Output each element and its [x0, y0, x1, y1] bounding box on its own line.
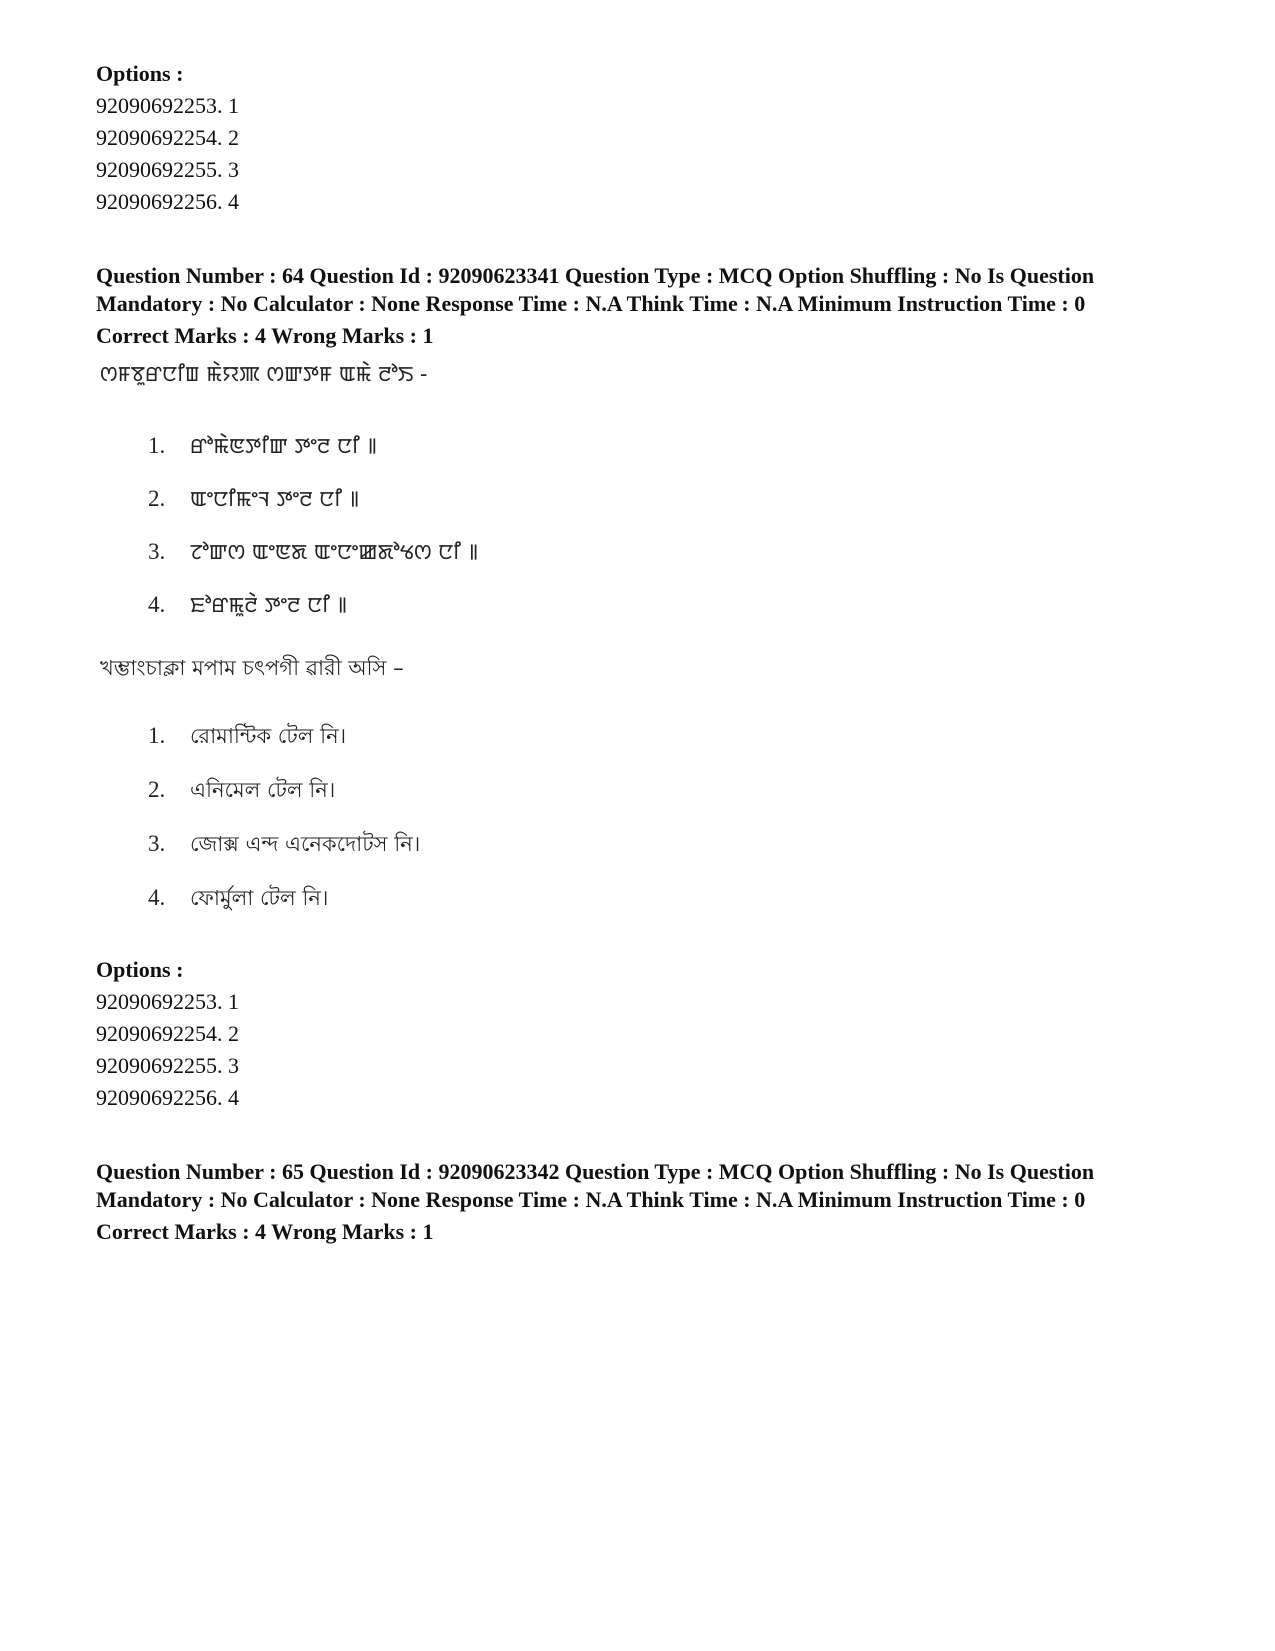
question-header-line: Mandatory : No Calculator : None Response Time : N.A Think Time : N.A Minimum Instruction Time : 0 [96, 291, 1086, 316]
option-line: 92090692253. 1 [96, 989, 239, 1014]
choice-number: 4. [148, 885, 166, 910]
question-marks-line: Correct Marks : 4 Wrong Marks : 1 [96, 323, 434, 348]
option-line: 92090692254. 2 [96, 1021, 239, 1046]
choice-text: ꯐꯣꯔꯃꯨꯂꯥ ꯇꯦꯂ ꯅꯤ ꯫ [190, 593, 348, 617]
choice-item [0, 591, 1275, 619]
option-line: 92090692255. 3 [96, 157, 239, 182]
choice-item [0, 538, 1275, 566]
question-marks-line: Correct Marks : 4 Wrong Marks : 1 [96, 1219, 434, 1244]
option-line: 92090692256. 4 [96, 1085, 239, 1110]
choice-item [0, 432, 1275, 460]
option-line: 92090692253. 1 [96, 93, 239, 118]
choice-text: ꯖꯣꯛꯁ ꯑꯦꯟꯗ ꯑꯦꯅꯦꯀꯗꯣꯠꯁ ꯅꯤ ꯫ [190, 540, 479, 564]
choice-item [0, 485, 1275, 513]
option-line: 92090692255. 3 [96, 1053, 239, 1078]
question-header [96, 1158, 1196, 1246]
choice-text: এনিমেল টেল নি। [190, 778, 336, 802]
question-stem-bengali: খম্ভাংচাক্লা মপাম চৎপগী ৱারী অসি – [100, 656, 404, 680]
choice-number: 2. [148, 486, 166, 511]
question-stem-meitei: ꯁꯝꯕꯨꯔꯅꯤꯡ ꯃꯥꯌꯄ ꯁꯛꯇꯝ ꯑꯃꯥ ꯂꯣꯏ - [100, 362, 428, 386]
choice-number: 3. [148, 831, 166, 856]
choice-item [0, 776, 1275, 804]
choice-item [0, 884, 1275, 912]
choice-number: 3. [148, 539, 166, 564]
choice-number: 2. [148, 777, 166, 802]
choice-text: ফোর্মুলা টেল নি। [190, 886, 329, 910]
option-line: 92090692254. 2 [96, 125, 239, 150]
options-title: Options : [96, 957, 184, 982]
question-header-line: Mandatory : No Calculator : None Response Time : N.A Think Time : N.A Minimum Instruction Time : 0 [96, 1187, 1086, 1212]
choice-text: ꯔꯣꯃꯥꯟꯇꯤꯛ ꯇꯦꯂ ꯅꯤ ꯫ [190, 434, 378, 458]
choice-item [0, 722, 1275, 750]
choice-item [0, 830, 1275, 858]
options-title: Options : [96, 61, 184, 86]
choice-number: 1. [148, 723, 166, 748]
question-header [96, 262, 1196, 350]
choice-number: 1. [148, 433, 166, 458]
choice-text: জোক্স এন্দ এনেকদোটস নি। [190, 832, 421, 856]
question-header-line: Question Number : 64 Question Id : 92090623341 Question Type : MCQ Option Shuffling : No Is Question [96, 263, 1095, 288]
question-header-line: Question Number : 65 Question Id : 92090623342 Question Type : MCQ Option Shuffling : No Is Question [96, 1159, 1095, 1184]
choice-number: 4. [148, 592, 166, 617]
option-line: 92090692256. 4 [96, 189, 239, 214]
choice-text: রোমান্টিক টেল নি। [190, 724, 347, 748]
choice-text: ꯑꯦꯅꯤꯃꯦꯜ ꯇꯦꯂ ꯅꯤ ꯫ [190, 487, 360, 511]
